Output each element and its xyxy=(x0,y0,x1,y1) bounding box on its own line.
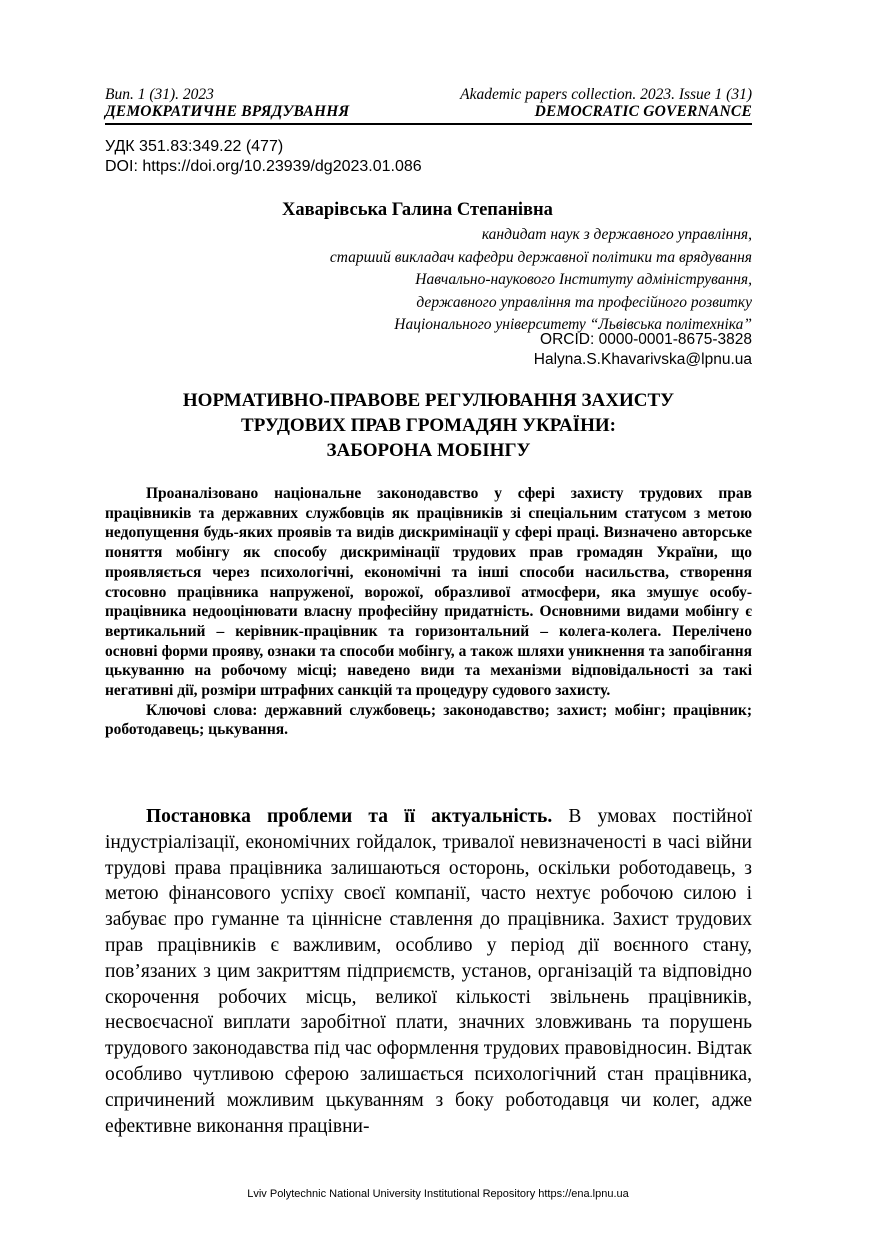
header-issue-right: Akademic papers collection. 2023. Issue 1 (31) xyxy=(460,86,752,103)
orcid-id[interactable]: ORCID: 0000-0001-8675-3828 xyxy=(540,331,752,348)
repository-footer: Lviv Polytechnic National University Institutional Repository https://ena.lpnu.ua xyxy=(247,1188,629,1200)
udk-code: УДК 351.83:349.22 (477) xyxy=(105,138,284,155)
affiliation-line: Національного університету “Львівська політехніка” xyxy=(394,316,752,333)
author-contact xyxy=(534,330,752,370)
section-heading: Постановка проблеми та її актуальність. xyxy=(146,806,553,827)
running-header-right xyxy=(460,86,752,120)
header-issue-left: Вип. 1 (31). 2023 xyxy=(105,86,214,103)
affiliation-line: кандидат наук з державного управління, xyxy=(481,226,752,243)
body-paragraph xyxy=(105,804,752,1139)
title-line: НОРМАТИВНО-ПРАВОВЕ РЕГУЛЮВАННЯ ЗАХИСТУ xyxy=(182,390,675,411)
affiliation-line: Навчально-наукового Інституту адміністрування, xyxy=(415,271,752,288)
article-meta xyxy=(105,137,422,177)
author-name: Хаварівська Галина Степанівна xyxy=(282,200,553,220)
header-journal-right: DEMOCRATIC GOVERNANCE xyxy=(534,103,752,120)
title-line: ТРУДОВИХ ПРАВ ГРОМАДЯН УКРАЇНИ: xyxy=(241,415,616,436)
article-title xyxy=(105,388,752,463)
body-text xyxy=(105,804,752,1139)
author-affiliation xyxy=(330,224,752,337)
doi-link[interactable]: DOI: https://doi.org/10.23939/dg2023.01.086 xyxy=(105,158,422,175)
paragraph-text: В умовах постійної індустріалізації, економічних гойдалок, тривалої невизначеності в часі війни трудові права працівника залишаються осторонь, оскільки роботодавець, з метою фінансового успіху своєї компанії, часто нехтує робочою силою і забуває про гуманне та ціннісне ставлення до працівника. Захист трудових прав працівників є важливим, особливо у період дії воєнного стану, пов’язаних з цим закриттям підприємств, установ, організацій та відповідно скорочення робочих місць, великої кількості звільнень працівників, несвоєчасної виплати заробітної плати, значних зловживань та порушень трудового законодавства під час оформлення трудових правовідносин. Відтак особливо чутливою сферою залишається психологічний стан працівника, спричинений можливим цькуванням з боку роботодавця чи колег, адже ефективне виконання працівни- xyxy=(105,806,752,1137)
author-email[interactable]: Halyna.S.Khavarivska@lpnu.ua xyxy=(533,351,752,368)
affiliation-line: старший викладач кафедри державної політики та врядування xyxy=(329,248,752,266)
title-line: ЗАБОРОНА МОБІНГУ xyxy=(326,440,531,461)
keywords: Ключові слова: державний службовець; законодавство; захист; мобінг; працівник; роботодавець; цькування. xyxy=(105,701,752,739)
header-journal-left: ДЕМОКРАТИЧНЕ ВРЯДУВАННЯ xyxy=(105,103,350,120)
header-divider xyxy=(105,123,752,125)
abstract-text: Проаналізовано національне законодавство у сфері захисту трудових прав працівників та державних службовців як працівників зі спеціальним статусом з метою недопущення будь-яких проявів та видів дискримінації у сфері праці. Визначено авторське поняття мобінгу як способу дискримінації трудових прав громадян України, що проявляється через психологічні, економічні та інші способи насильства, створення стосовно працівника напруженої, ворожої, образливої атмосфери, яка змушує особу-працівника недооцінювати власну професійну придатність. Основними видами мобінгу є вертикальний – керівник-працівник та горизонтальний – колега-колега. Перелічено основні форми прояву, ознаки та способи мобінгу, а також шляхи уникнення та запобігання цькуванню на робочому місці; наведено види та механізми відповідальності за такі негативні дії, розміри штрафних санкцій та процедуру судового захисту. xyxy=(105,485,752,700)
running-header-left xyxy=(105,86,349,120)
affiliation-line: державного управління та професійного розвитку xyxy=(416,293,752,311)
abstract xyxy=(105,484,752,740)
